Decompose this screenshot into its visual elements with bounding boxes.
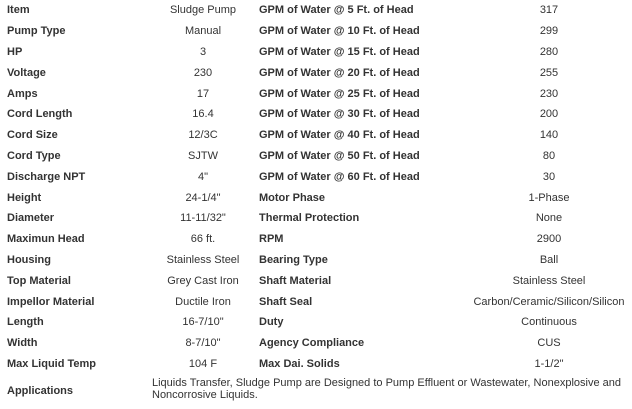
spec-value: Manual <box>184 25 222 38</box>
spec-label: GPM of Water @ 5 Ft. of Head <box>259 4 414 17</box>
spec-label: Voltage <box>7 66 46 79</box>
spec-value: 104 F <box>188 357 218 370</box>
spec-value: Stainless Steel <box>512 274 586 287</box>
spec-value: 11-11/32" <box>180 212 226 225</box>
spec-value: 16.4 <box>192 108 214 121</box>
spec-label: GPM of Water @ 15 Ft. of Head <box>259 45 420 58</box>
table-row <box>0 312 632 333</box>
spec-label: Maximun Head <box>7 233 85 246</box>
table-row <box>0 62 632 83</box>
spec-label: Amps <box>7 87 38 100</box>
spec-value: 12/3C <box>188 129 218 142</box>
spec-label: Discharge NPT <box>7 170 86 183</box>
spec-label: GPM of Water @ 30 Ft. of Head <box>259 108 420 121</box>
spec-value: 200 <box>539 108 559 121</box>
spec-label: GPM of Water @ 60 Ft. of Head <box>259 170 420 183</box>
spec-value: Continuous <box>521 316 577 329</box>
spec-label: Thermal Protection <box>259 212 360 225</box>
spec-label: Duty <box>259 316 284 329</box>
spec-label: Agency Compliance <box>259 337 365 350</box>
spec-value: SJTW <box>188 149 218 162</box>
spec-label: Length <box>7 316 44 329</box>
spec-label: Max Dai. Solids <box>259 357 340 370</box>
spec-label: Diameter <box>7 212 55 225</box>
spec-label: Pump Type <box>7 25 66 38</box>
spec-label: Housing <box>7 253 51 266</box>
spec-value: Ductile Iron <box>175 295 231 308</box>
spec-value: 66 ft. <box>190 233 216 246</box>
spec-value: 3 <box>199 45 207 58</box>
spec-label: Impellor Material <box>7 295 95 308</box>
table-row <box>0 270 632 291</box>
table-row <box>0 229 632 250</box>
spec-value: Ball <box>539 253 559 266</box>
spec-label: Motor Phase <box>259 191 326 204</box>
spec-value: Sludge Pump <box>169 4 237 17</box>
spec-label: Top Material <box>7 274 71 287</box>
applications-label: Applications <box>7 385 74 397</box>
spec-label: GPM of Water @ 25 Ft. of Head <box>259 87 420 100</box>
spec-value: 255 <box>539 66 559 79</box>
spec-label: Cord Size <box>7 129 58 142</box>
spec-label: Cord Length <box>7 108 73 121</box>
table-row <box>0 187 632 208</box>
table-row <box>0 166 632 187</box>
spec-value: 230 <box>539 87 559 100</box>
spec-value: 80 <box>542 149 556 162</box>
table-row <box>0 83 632 104</box>
table-row <box>0 291 632 312</box>
spec-value: CUS <box>537 337 561 350</box>
spec-label: GPM of Water @ 40 Ft. of Head <box>259 129 420 142</box>
spec-value: 299 <box>539 25 559 38</box>
spec-label: Shaft Material <box>259 274 332 287</box>
table-row <box>0 333 632 354</box>
spec-value: 2900 <box>536 233 562 246</box>
spec-label: HP <box>7 45 23 58</box>
spec-value: Carbon/Ceramic/Silicon/Silicon <box>473 295 625 308</box>
spec-label: GPM of Water @ 20 Ft. of Head <box>259 66 420 79</box>
table-row <box>0 146 632 167</box>
spec-value: 30 <box>542 170 556 183</box>
spec-value: 24-1/4" <box>185 191 221 204</box>
table-row <box>0 208 632 229</box>
table-row <box>0 250 632 271</box>
spec-label: Shaft Seal <box>259 295 313 308</box>
spec-value: 17 <box>196 87 210 100</box>
spec-value: Stainless Steel <box>166 253 240 266</box>
spec-value: 280 <box>539 45 559 58</box>
spec-value: 140 <box>539 129 559 142</box>
spec-value: 1-Phase <box>528 191 570 204</box>
spec-label: Cord Type <box>7 149 61 162</box>
table-row <box>0 354 632 375</box>
spec-label: RPM <box>259 233 284 246</box>
spec-value: 4" <box>197 170 209 183</box>
spec-value: 1-1/2" <box>534 357 564 370</box>
applications-row <box>0 377 632 401</box>
table-row <box>0 0 632 21</box>
spec-label: Item <box>7 4 30 17</box>
spec-value: Grey Cast Iron <box>167 274 239 287</box>
spec-label: Bearing Type <box>259 253 328 266</box>
spec-label: Height <box>7 191 42 204</box>
table-row <box>0 42 632 63</box>
spec-label: GPM of Water @ 10 Ft. of Head <box>259 25 420 38</box>
spec-label: Width <box>7 337 38 350</box>
spec-value: 8-7/10" <box>185 337 221 350</box>
table-row <box>0 104 632 125</box>
spec-label: GPM of Water @ 50 Ft. of Head <box>259 149 420 162</box>
spec-value: 16-7/10" <box>182 316 224 329</box>
applications-text: Liquids Transfer, Sludge Pump are Designed to Pump Effluent or Wastewater, Nonexplosive and Noncorrosive Liquids. <box>152 377 621 401</box>
table-row <box>0 125 632 146</box>
spec-value: 230 <box>193 66 213 79</box>
spec-label: Max Liquid Temp <box>7 357 97 370</box>
spec-value: None <box>535 212 563 225</box>
spec-value: 317 <box>539 4 559 17</box>
table-row <box>0 21 632 42</box>
